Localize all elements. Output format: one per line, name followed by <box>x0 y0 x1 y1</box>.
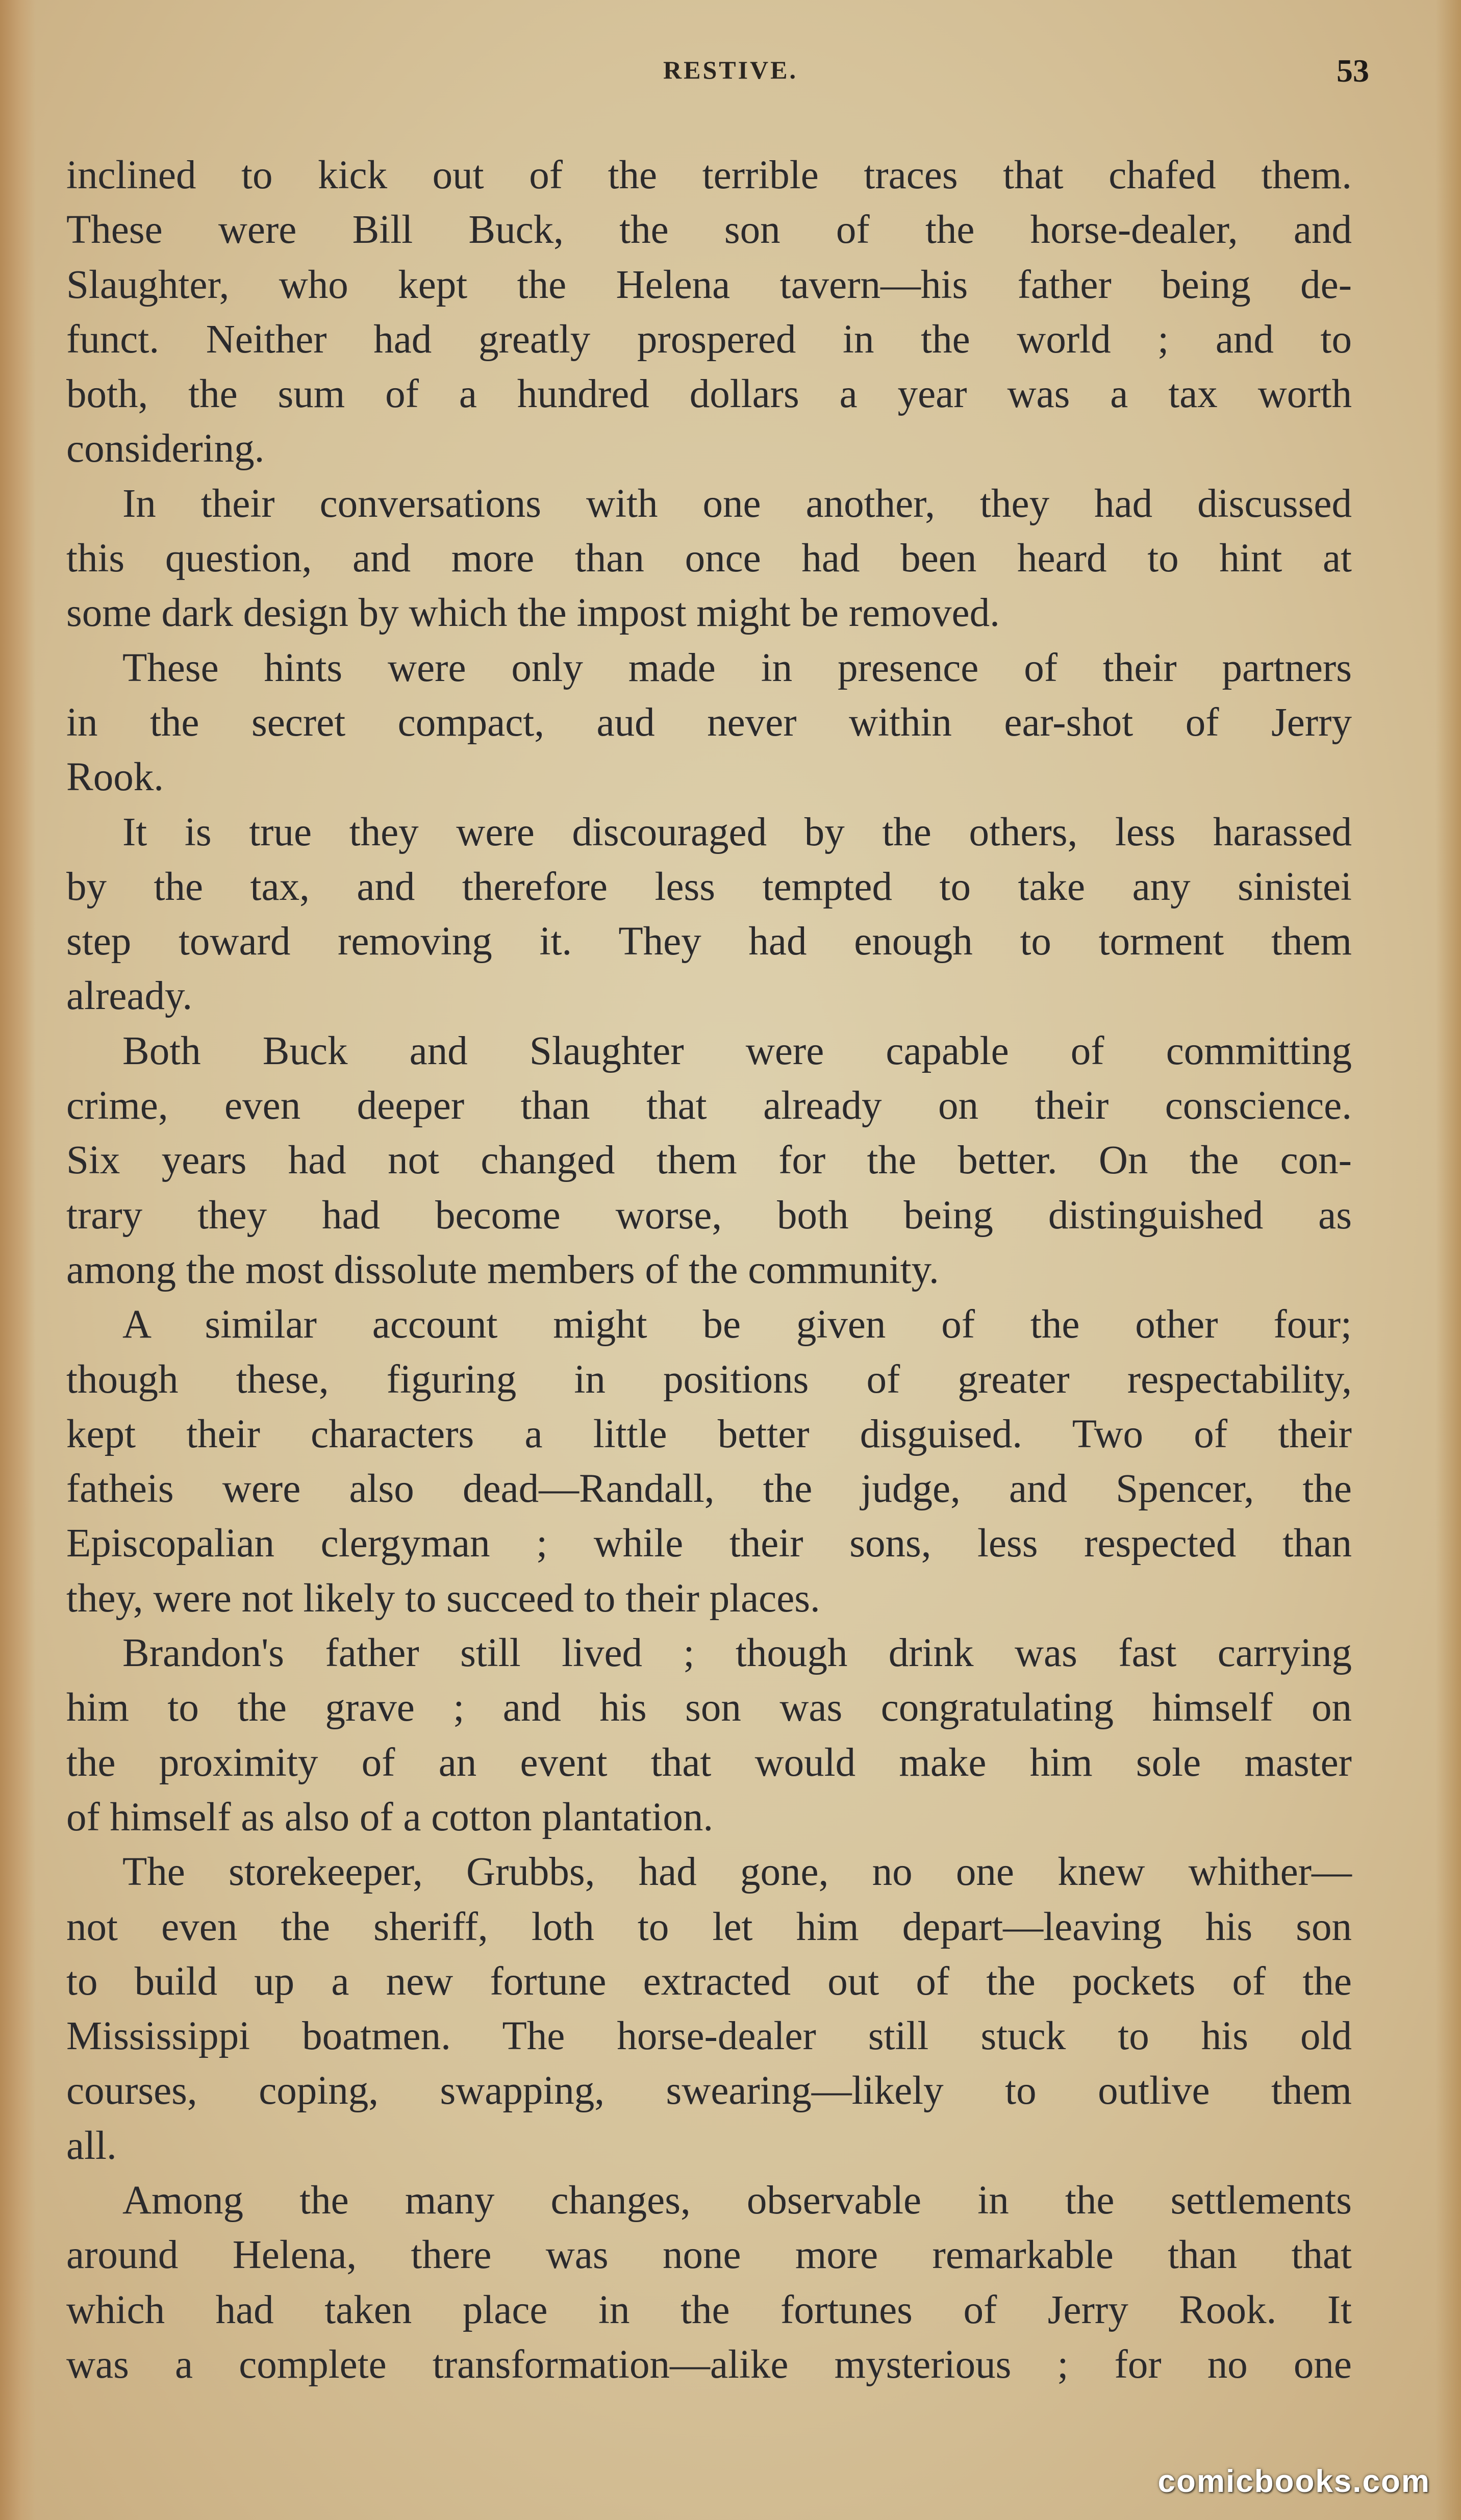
page-number: 53 <box>1337 53 1369 89</box>
text-line: In their conversations with one another, they had discussed <box>122 481 1352 526</box>
text-line: step toward removing it. They had enough to torment them <box>66 919 1352 964</box>
page-edge-shadow <box>1435 0 1461 2520</box>
text-line: not even the sheriff, loth to let him depart—leaving his son <box>66 1904 1352 1949</box>
text-line: It is true they were discouraged by the others, less harassed <box>122 810 1352 854</box>
text-line: trary they had become worse, both being distinguished as <box>66 1193 1352 1238</box>
text-line: both, the sum of a hundred dollars a year was a tax worth <box>66 372 1352 417</box>
text-line: Mississippi boatmen. The horse-dealer still stuck to his old <box>66 2014 1352 2059</box>
text-line: fatheis were also dead—Randall, the judge, and Spencer, the <box>66 1467 1352 1511</box>
text-line: was a complete transformation—alike mysterious ; for no one <box>66 2342 1352 2387</box>
text-line: around Helena, there was none more remarkable than that <box>66 2233 1352 2278</box>
text-line: funct. Neither had greatly prospered in the world ; and to <box>66 317 1352 362</box>
text-line: they, were not likely to succeed to their places. <box>66 1576 820 1621</box>
text-line: which had taken place in the fortunes of Jerry Rook. It <box>66 2287 1352 2332</box>
text-line: Brandon's father still lived ; though drink was fast carrying <box>122 1631 1352 1676</box>
text-line: Six years had not changed them for the better. On the con- <box>66 1138 1352 1183</box>
body-text <box>66 148 1352 2392</box>
text-line: some dark design by which the impost might be removed. <box>66 591 1000 636</box>
text-line: crime, even deeper than that already on their conscience. <box>66 1083 1352 1128</box>
text-line: of himself as also of a cotton plantation. <box>66 1795 714 1839</box>
watermark: comicbooks.com <box>1157 2464 1430 2499</box>
text-line: him to the grave ; and his son was congratulating himself on <box>66 1685 1352 1730</box>
text-line: already. <box>66 974 193 1019</box>
text-line: These were Bill Buck, the son of the horse-dealer, and <box>66 208 1352 253</box>
text-line: in the secret compact, aud never within ear-shot of Jerry <box>66 700 1352 745</box>
text-line: Among the many changes, observable in the settlements <box>122 2178 1352 2223</box>
text-line: courses, coping, swapping, swearing—likely to outlive them <box>66 2069 1352 2113</box>
text-line: Slaughter, who kept the Helena tavern—his father being de- <box>66 262 1352 307</box>
text-line: though these, figuring in positions of greater respectability, <box>66 1357 1352 1402</box>
text-line: Both Buck and Slaughter were capable of committing <box>122 1028 1352 1073</box>
running-head <box>0 55 1461 91</box>
text-line: A similar account might be given of the other four; <box>122 1302 1352 1347</box>
text-line: this question, and more than once had been heard to hint at <box>66 536 1352 581</box>
text-line: among the most dissolute members of the community. <box>66 1247 939 1292</box>
text-line: inclined to kick out of the terrible traces that chafed them. <box>66 153 1352 197</box>
text-line: Rook. <box>66 755 164 800</box>
text-line: to build up a new fortune extracted out of the pockets of the <box>66 1959 1352 2004</box>
text-line: kept their characters a little better disguised. Two of their <box>66 1412 1352 1456</box>
text-line: the proximity of an event that would make him sole master <box>66 1740 1352 1785</box>
text-line: The storekeeper, Grubbs, had gone, no one knew whither— <box>122 1850 1352 1895</box>
text-line: by the tax, and therefore less tempted to take any sinistei <box>66 864 1352 909</box>
text-line: These hints were only made in presence of their partners <box>122 645 1352 690</box>
text-line: Episcopalian clergyman ; while their sons, less respected than <box>66 1521 1352 1566</box>
text-line: all. <box>66 2123 117 2168</box>
running-title: RESTIVE. <box>663 56 798 84</box>
text-line: considering. <box>66 426 265 471</box>
page-gutter-shadow <box>0 0 36 2520</box>
